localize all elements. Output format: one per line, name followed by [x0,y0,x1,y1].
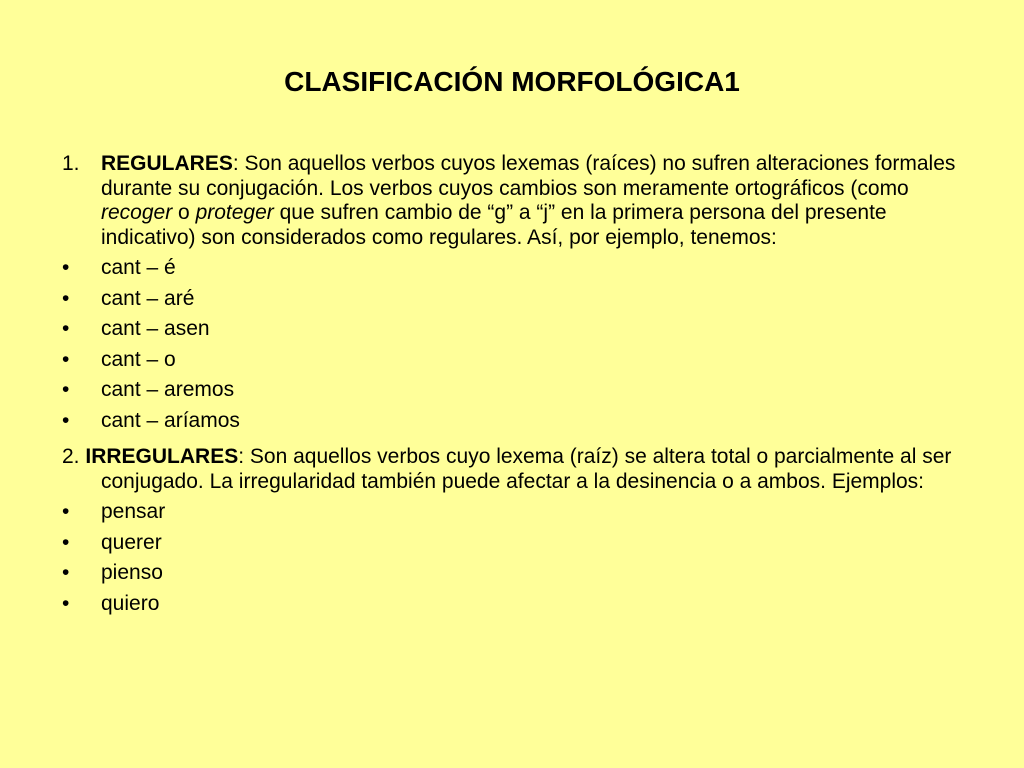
example-text: quiero [101,591,160,615]
list-item [62,592,962,623]
bullet-icon: • [62,408,70,432]
term-colon: : [232,152,239,175]
section-irregulares [62,445,962,494]
example-text: querer [101,530,162,554]
example-text: cant – aré [101,286,195,310]
regulares-examples [62,256,962,439]
list-item [62,531,962,562]
example-text: cant – aríamos [101,408,240,432]
example-text: cant – asen [101,317,210,340]
list-item [62,378,962,409]
bullet-icon: • [62,378,70,401]
example-text: cant – aremos [101,378,235,401]
bullet-icon: • [62,561,70,584]
bullet-icon: • [62,500,70,523]
term-irregulares: IRREGULARES [85,445,239,468]
list-item [62,256,962,287]
description-part-b: que sufren cambio de “g” a “j” en la primera persona del presente indicativo) son considerados como regulares. Así, por ejemplo, tenemos: [101,201,887,249]
example-text: pensar [101,500,166,523]
bullet-icon: • [62,256,70,279]
bullet-icon: • [62,347,70,371]
section-text [101,152,955,249]
bullet-icon: • [62,591,70,615]
section-regulares [62,152,962,250]
list-item [62,561,962,592]
list-item [62,500,962,531]
section-number: 1. [62,152,80,175]
example-proteger: proteger [195,201,274,224]
section-number: 2. [62,445,80,468]
example-text: cant – o [101,347,176,371]
list-item [62,348,962,379]
example-text: pienso [101,561,163,584]
description-part-a: Son aquellos verbos cuyos lexemas (raíces) no sufren alteraciones formales durante su conjugación. Los verbos cuyos cambios son meramente ortográficos (como [101,152,956,200]
list-item [62,317,962,348]
term-regulares: REGULARES [101,152,233,175]
section-text: : Son aquellos verbos cuyo lexema (raíz) se altera total o parcialmente al ser conjugado. La irregularidad también puede afectar a la desinencia o a ambos. Ejemplos: [101,445,952,493]
list-item [62,409,962,440]
slide-content [62,152,962,628]
bullet-icon: • [62,530,70,554]
bullet-icon: • [62,286,70,310]
conjunction: o [172,201,196,224]
bullet-icon: • [62,317,70,340]
irregulares-examples [62,500,962,622]
example-recoger: recoger [101,201,173,224]
slide-title: CLASIFICACIÓN MORFOLÓGICA1 [284,66,740,97]
example-text: cant – é [101,256,176,279]
list-item [62,287,962,318]
